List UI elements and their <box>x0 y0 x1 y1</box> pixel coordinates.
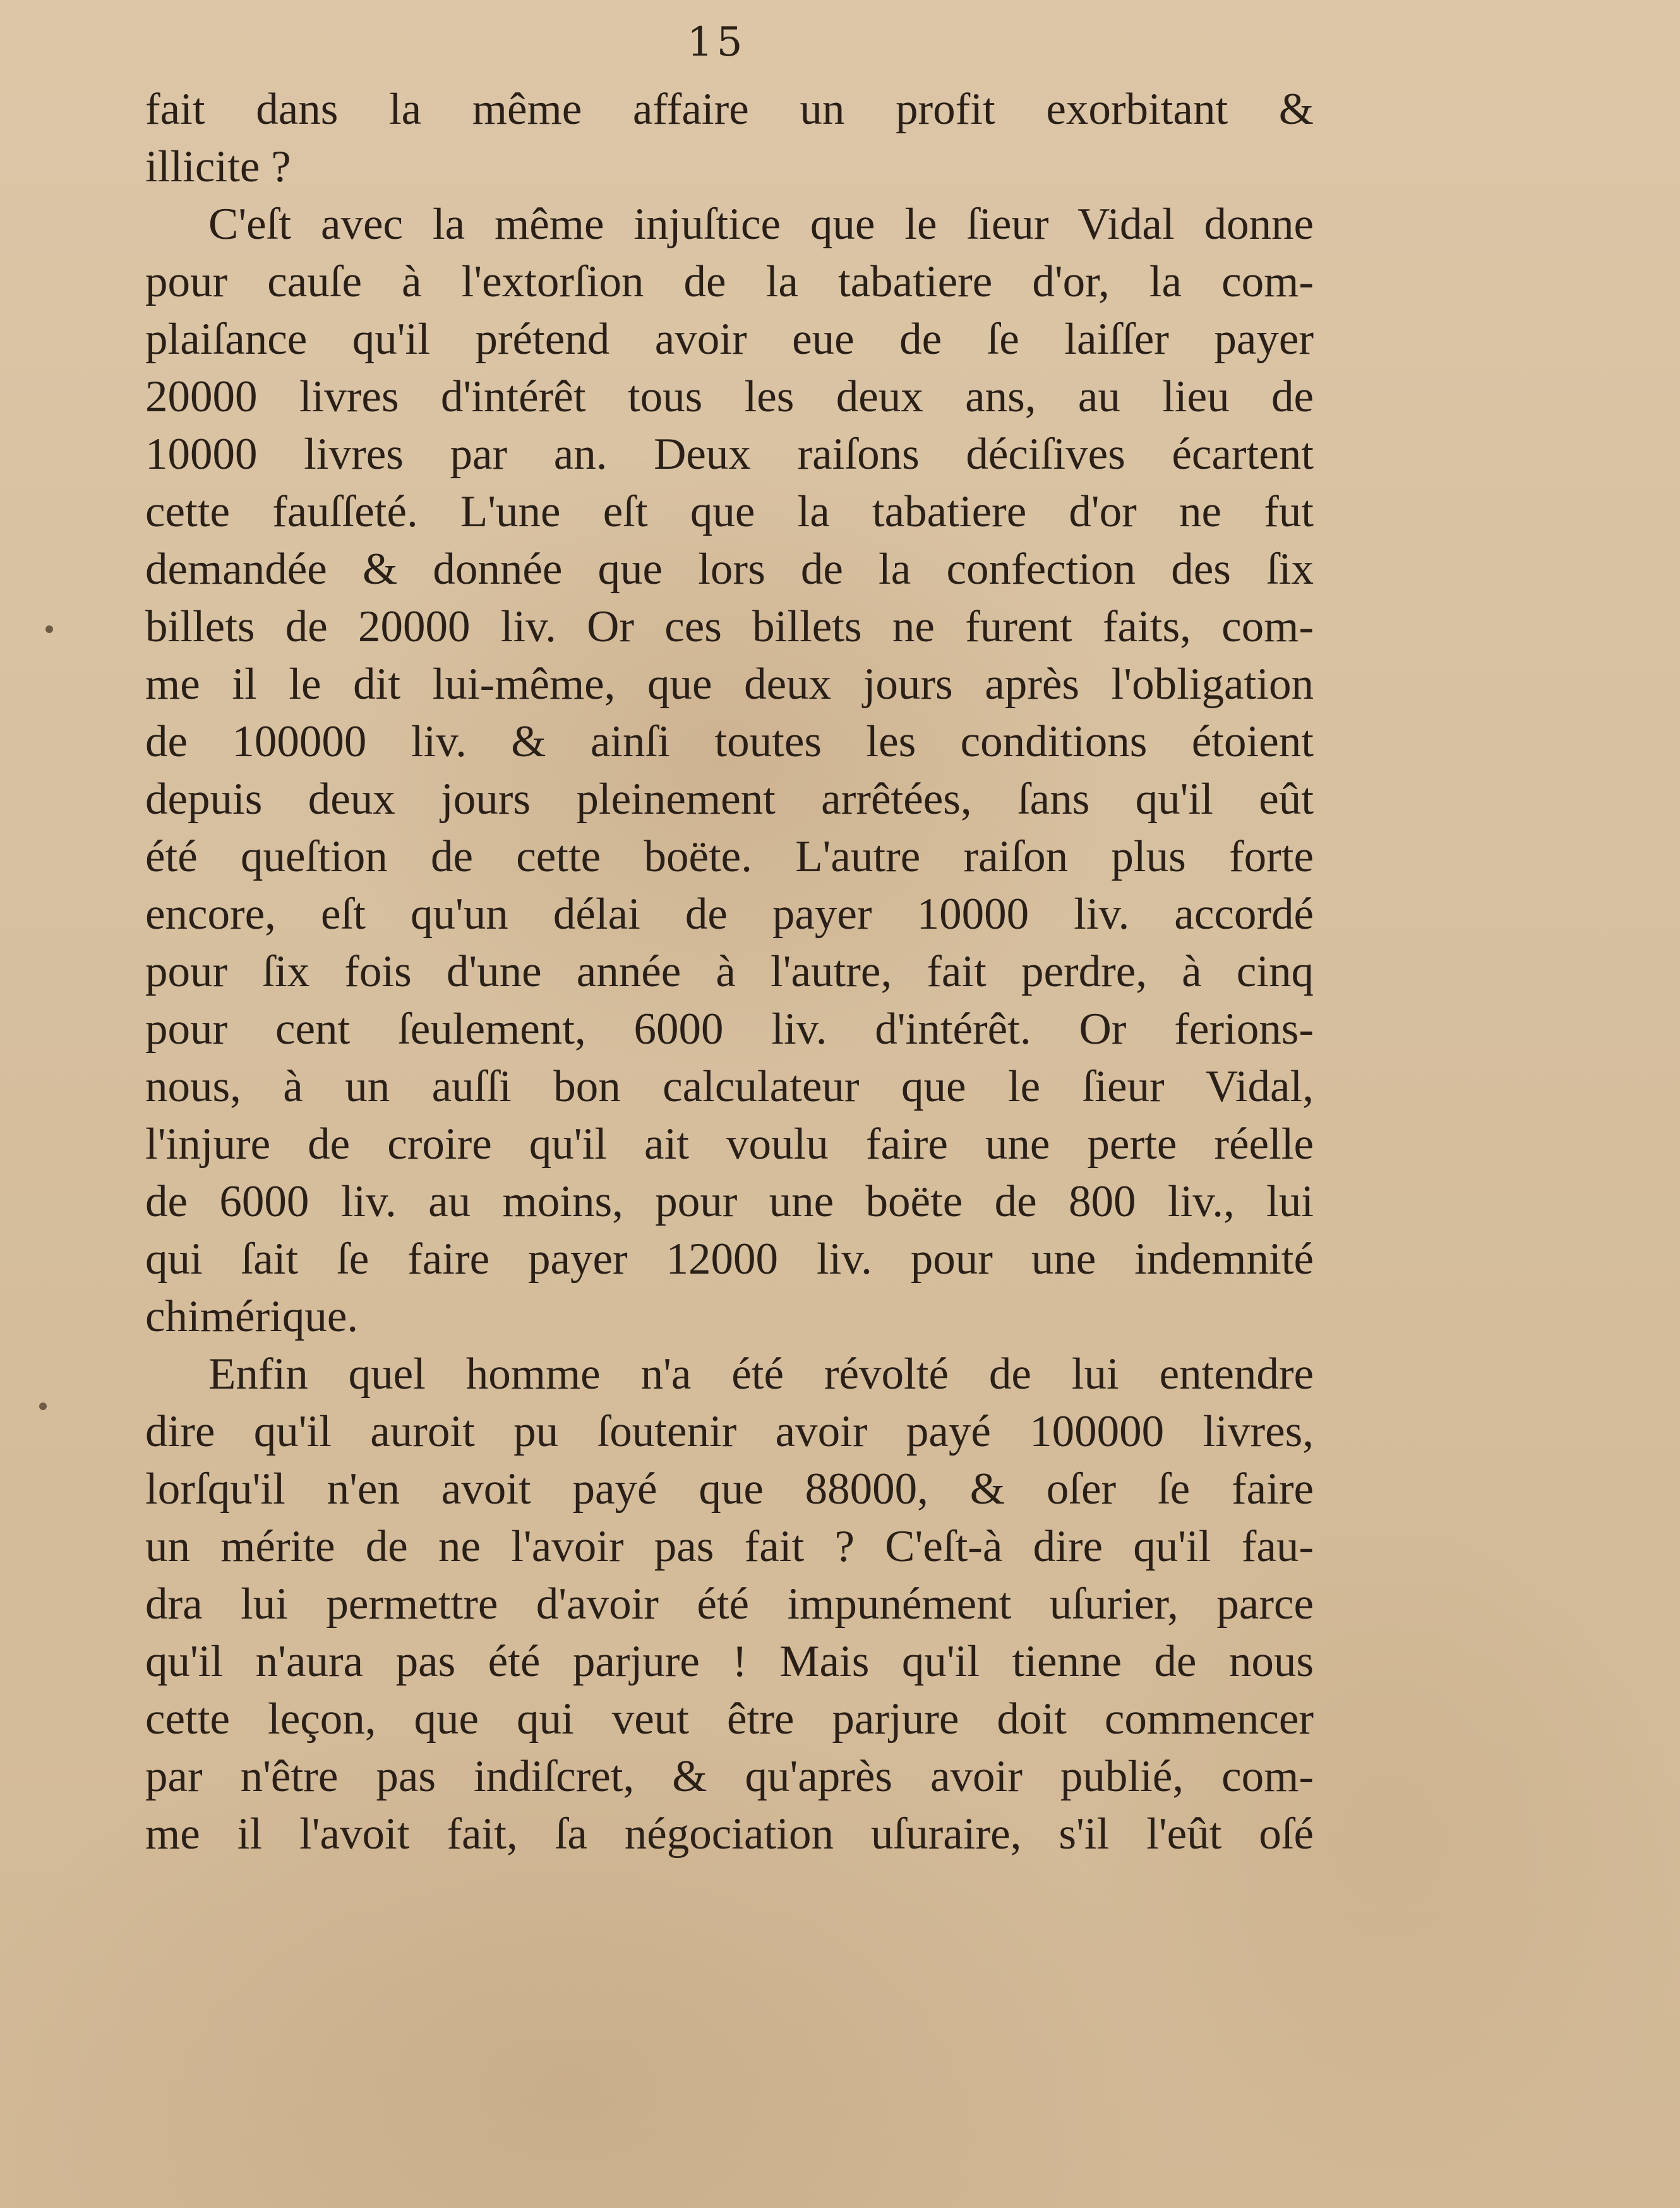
text-line: cette fauſſeté. L'une eſt que la tabatiere d'or ne fut <box>145 487 1314 536</box>
text-line: dra lui permettre d'avoir été impunément uſurier, parce <box>145 1579 1314 1629</box>
text-line: plaiſance qu'il prétend avoir eue de ſe laiſſer payer <box>145 315 1314 364</box>
text-line: depuis deux jours pleinement arrêtées, ſans qu'il eût <box>145 775 1314 824</box>
text-line: billets de 20000 liv. Or ces billets ne furent faits, com- <box>145 602 1314 651</box>
text-line: pour cent ſeulement, 6000 liv. d'intérêt. Or ferions- <box>145 1004 1314 1054</box>
text-line: pour cauſe à l'extorſion de la tabatiere d'or, la com- <box>145 257 1314 306</box>
text-line: qu'il n'aura pas été parjure ! Mais qu'il tienne de nous <box>145 1637 1314 1686</box>
text-line: un mérite de ne l'avoir pas fait ? C'eſt-à dire qu'il fau- <box>145 1522 1314 1571</box>
text-line: par n'être pas indiſcret, & qu'après avoir publié, com- <box>145 1752 1314 1801</box>
text-line: 20000 livres d'intérêt tous les deux ans, au lieu de <box>145 372 1314 421</box>
page-number: 15 <box>687 19 747 66</box>
text-line: qui ſait ſe faire payer 12000 liv. pour une indemnité <box>145 1234 1314 1284</box>
ink-speck <box>39 1403 47 1410</box>
text-line: C'eſt avec la même injuſtice que le ſieur Vidal donne <box>208 200 1314 249</box>
text-line: pour ſix fois d'une année à l'autre, fait perdre, à cinq <box>145 947 1314 996</box>
text-line: de 100000 liv. & ainſi toutes les conditions étoient <box>145 717 1314 766</box>
text-line: demandée & donnée que lors de la confection des ſix <box>145 545 1314 594</box>
text-line: Enfin quel homme n'a été révolté de lui entendre <box>208 1349 1314 1399</box>
text-line: l'injure de croire qu'il ait voulu faire une perte réelle <box>145 1119 1314 1169</box>
text-line: chimérique. <box>145 1292 359 1341</box>
text-line: cette leçon, que qui veut être parjure doit commencer <box>145 1694 1314 1744</box>
ink-speck <box>45 625 53 633</box>
text-line: de 6000 liv. au moins, pour une boëte de 800 liv., lui <box>145 1177 1314 1226</box>
text-line: fait dans la même affaire un profit exorbitant & <box>145 85 1314 134</box>
text-line: illicite ? <box>145 142 291 191</box>
text-line: été queſtion de cette boëte. L'autre raiſon plus forte <box>145 832 1314 881</box>
text-line: me il l'avoit fait, ſa négociation uſuraire, s'il l'eût oſé <box>145 1809 1314 1859</box>
text-line: dire qu'il auroit pu ſoutenir avoir payé 100000 livres, <box>145 1407 1314 1456</box>
text-line: 10000 livres par an. Deux raiſons déciſives écartent <box>145 430 1314 479</box>
text-line: encore, eſt qu'un délai de payer 10000 liv. accordé <box>145 890 1314 939</box>
text-line: lorſqu'il n'en avoit payé que 88000, & oſer ſe faire <box>145 1464 1314 1514</box>
text-line: me il le dit lui-même, que deux jours après l'obligation <box>145 660 1314 709</box>
text-line: nous, à un auſſi bon calculateur que le ſieur Vidal, <box>145 1062 1314 1111</box>
body-text <box>145 81 1314 1863</box>
